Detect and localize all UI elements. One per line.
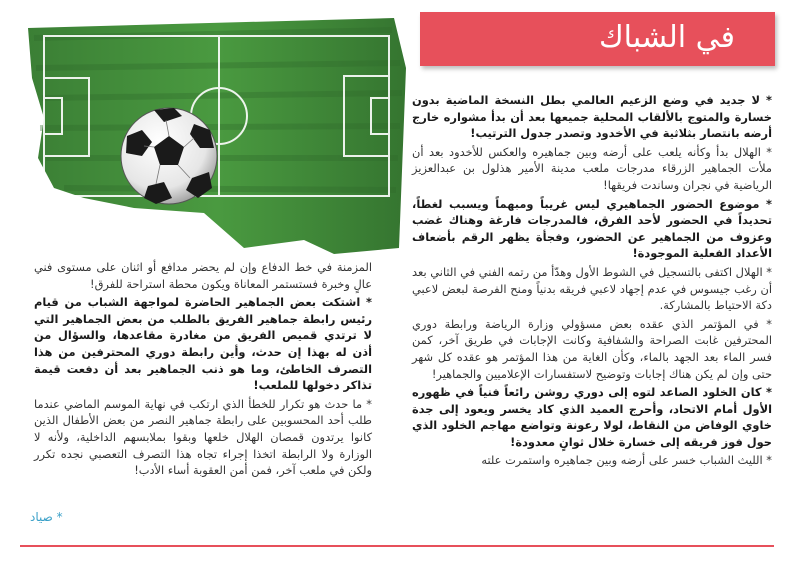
paragraph: * ما حدث هو تكرار للخطأ الذي ارتكب في نهاية الموسم الماضي عندما طلب أحد المحسوبين على رابطة جماهير النصر من بعض الأطفال الذين كانوا يرتدون قمصان الهلال خلعها وبقوا بملابسهم الداخلية، ولأنه لا الوزارة ولا الرابطة اتخذا إجراء تجاه هذا التصرف التعصبي نجده تكرر ولكن في ملعب آخر، فمن أمن العقوبة أساء الأدب!: [34, 396, 372, 478]
footer-divider: [20, 545, 774, 547]
paragraph: المزمنة في خط الدفاع وإن لم يحضر مدافع أو اثنان على مستوى فني عالٍ وخبرة فستستمر المعاناة ويكون محطة استراحة للفرق!: [34, 260, 372, 291]
paragraph: * الليث الشباب خسر على أرضه وبين جماهيره واستمرت علته: [481, 453, 772, 468]
paragraph: * موضوع الحضور الجماهيري ليس غريباً ومبهماً ويسبب لغطاً، تحديداً في الحضور لأحد الفرق، فالمدرجات فارغة وهناك غضب وعزوف من الجماهير عن الحضور، وفجأة يظهر الرقم بأضعاف الأعداد الفعلية الموجودة!: [412, 196, 772, 261]
author-signature: * صياد: [30, 510, 63, 524]
paragraph: * كان الخلود الصاعد لتوه إلى دوري روشن رائعاً فنياً في ظهوره الأول أمام الاتحاد، وأحرج العميد الذي كاد يخسر ويعود إلى جدة خاوي الوفاض من النقاط، لولا رعونة وتواضع مهاجم الخلود الذي حول فوز فريقه إلى خسارة خلال ثوانٍ معدودة!: [412, 385, 772, 449]
pitch-grass: [28, 18, 406, 254]
paragraph: * اشتكت بعض الجماهير الحاضرة لمواجهة الشباب من قيام رئيس رابطة جماهير الفريق بالطلب من بعض الجماهير التي لا ترتدي قميص الفريق من مغادرة مقاعدها، والسؤال من أذن له بهذا إن حدث، وأين رابطة دوري المحترفين من هذا التصرف الخاطئ، وما هو ذنب الجماهير بعد أن دفعت قيمة تذاكر دخولها للملعب!: [34, 295, 372, 393]
paragraph: * في المؤتمر الذي عقده بعض مسؤولي وزارة الرياضة ورابطة دوري المحترفين غابت الصراحة والشفافية وكانت الإجابات في طريق آخر، كمن فسر الماء بعد الجهد بالماء، وكأن الغاية من هذا المؤتمر هو عقده كل شهر حتى وإن لم يكن هناك إجابات وتوضيح لاستفسارات الإعلاميين والجماهير!: [412, 316, 772, 381]
article-column-left: [34, 259, 372, 479]
section-title-banner: [420, 12, 775, 66]
soccer-ball-icon: [121, 108, 217, 204]
paragraph: * لا جديد في وضع الزعيم العالمي بطل النسخة الماضية بدون خسارة والمتوج بالألقاب المحلية جميعها بعد أن بدأ مشواره خارج أرضه بانتصار بثلاثية في الأخدود وتصدر جدول الترتيب!: [412, 93, 772, 141]
paragraph: * الهلال بدأ وكأنه يلعب على أرضه وبين جماهيره والعكس للأخدود بعد أن ملأت الجماهير الزرقاء مدرجات ملعب مدينة الأمير هذلول بن عبدالعزيز الرياضية في نجران وساندت فريقها!: [412, 144, 772, 192]
article-column-right: [412, 92, 772, 469]
section-title: في الشباك: [598, 20, 735, 55]
paragraph: * الهلال اكتفى بالتسجيل في الشوط الأول وهدّأ من رتمه الفني في الثاني بعد أن رغب جيسوس في عدم إجهاد لاعبي فريقه بدنياً ومنح الفرصة لبعض لاعبي دكة الاحتياط بالمشاركة.: [412, 264, 772, 313]
football-pitch-illustration: [14, 8, 414, 266]
